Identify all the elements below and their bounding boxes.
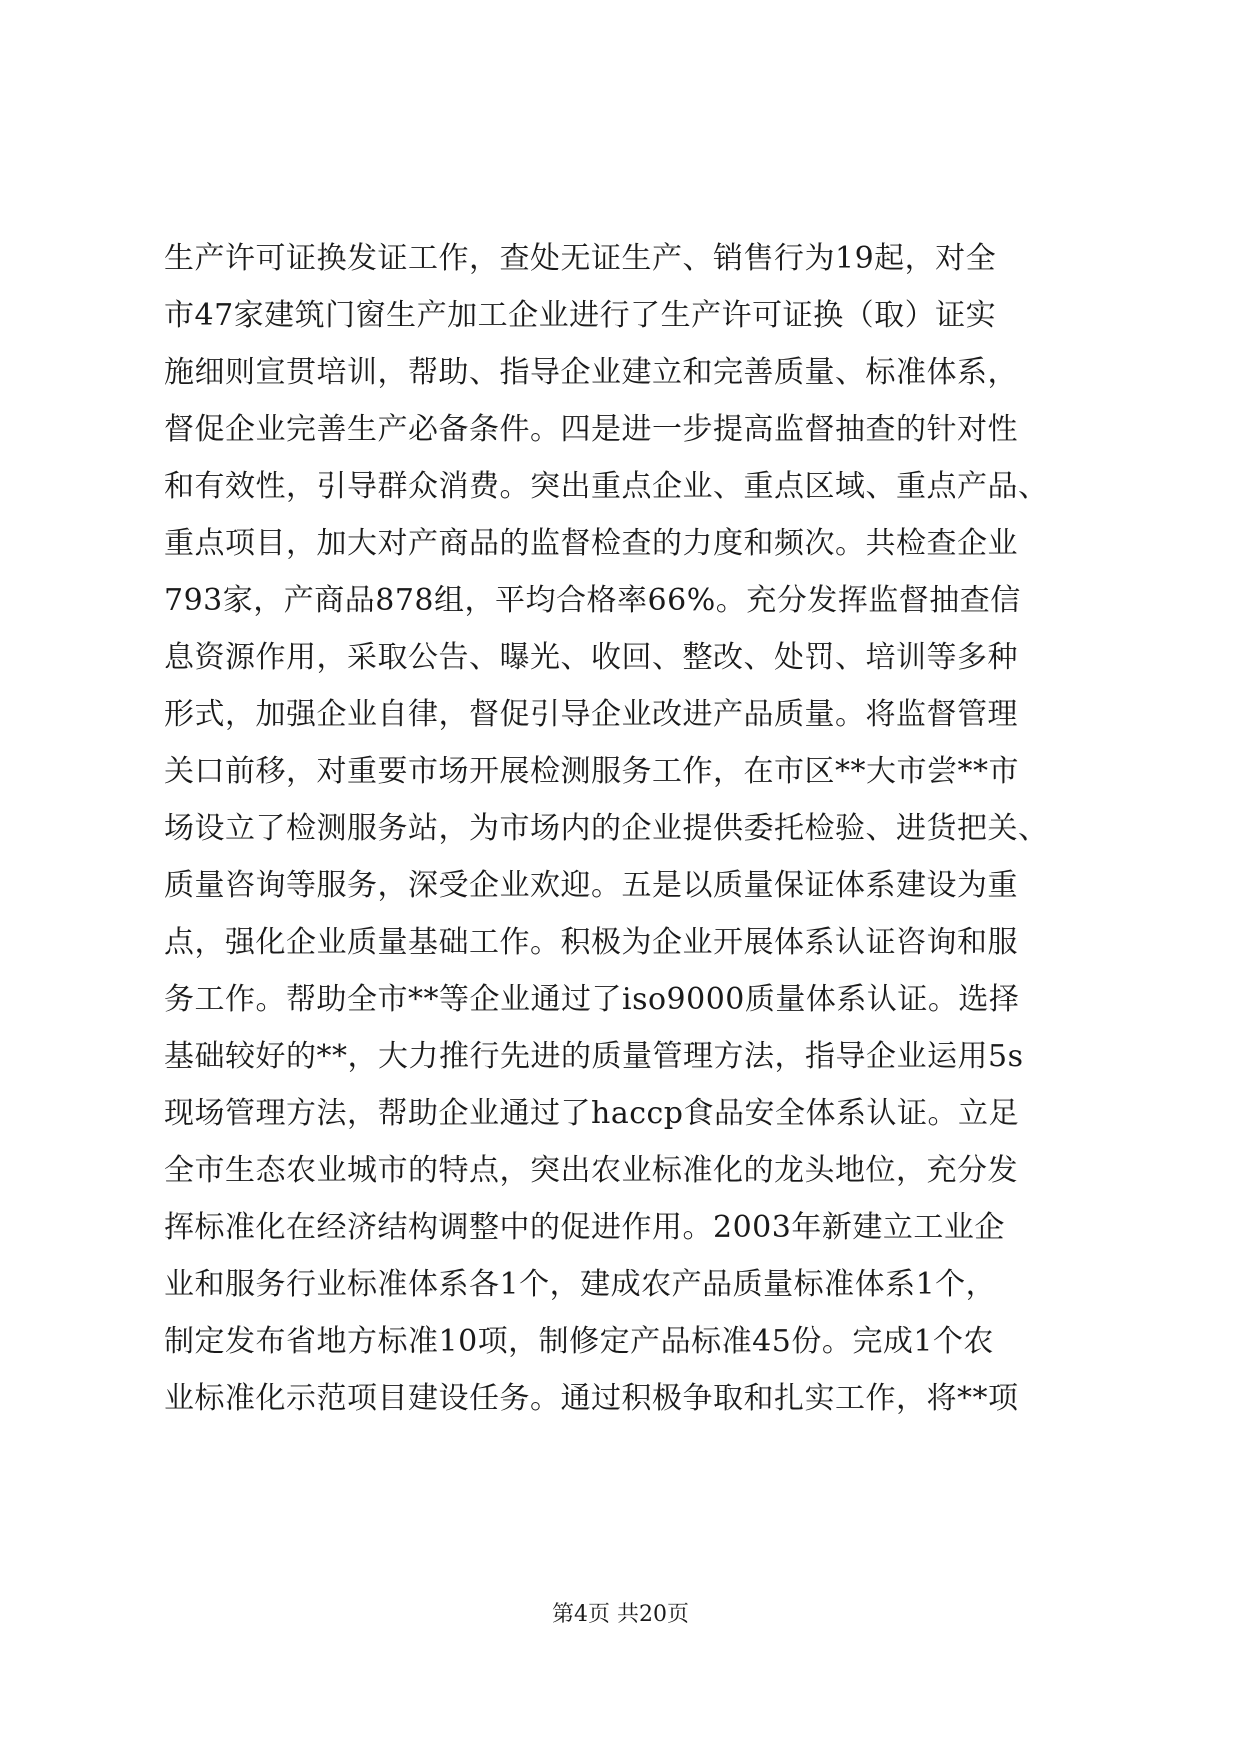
text-line: 务工作。帮助全市**等企业通过了iso9000质量体系认证。选择: [164, 982, 1020, 1017]
text-line: 施细则宣贯培训，帮助、指导企业建立和完善质量、标准体系，: [164, 355, 1018, 390]
text-line: 和有效性，引导群众消费。突出重点企业、重点区域、重点产品、: [164, 469, 1049, 504]
text-line: 息资源作用，采取公告、曝光、收回、整改、处罚、培训等多种: [164, 640, 1018, 675]
text-line: 重点项目，加大对产商品的监督检查的力度和频次。共检查企业: [164, 526, 1018, 561]
text-line: 793家，产商品878组，平均合格率66%。充分发挥监督抽查信: [164, 583, 1021, 618]
text-line: 市47家建筑门窗生产加工企业进行了生产许可证换（取）证实: [164, 298, 997, 333]
text-line: 场设立了检测服务站，为市场内的企业提供委托检验、进货把关、: [164, 811, 1049, 846]
text-line: 制定发布省地方标准10项，制修定产品标准45份。完成1个农: [164, 1324, 994, 1359]
text-line: 关口前移，对重要市场开展检测服务工作，在市区**大市尝**市: [164, 754, 1019, 789]
text-line: 督促企业完善生产必备条件。四是进一步提高监督抽查的针对性: [164, 412, 1018, 447]
page-number-footer: 第4页 共20页: [552, 1602, 689, 1627]
text-line: 生产许可证换发证工作，查处无证生产、销售行为19起，对全: [164, 241, 997, 276]
text-line: 全市生态农业城市的特点，突出农业标准化的龙头地位，充分发: [164, 1153, 1018, 1188]
text-line: 质量咨询等服务，深受企业欢迎。五是以质量保证体系建设为重: [164, 868, 1018, 903]
body-text: [164, 230, 1084, 1427]
text-line: 基础较好的**，大力推行先进的质量管理方法，指导企业运用5s: [164, 1039, 1024, 1074]
text-line: 现场管理方法，帮助企业通过了haccp食品安全体系认证。立足: [164, 1096, 1020, 1131]
text-line: 点，强化企业质量基础工作。积极为企业开展体系认证咨询和服: [164, 925, 1018, 960]
text-line: 挥标准化在经济结构调整中的促进作用。2003年新建立工业企: [164, 1210, 1005, 1245]
text-line: 形式，加强企业自律，督促引导企业改进产品质量。将监督管理: [164, 697, 1018, 732]
text-line: 业标准化示范项目建设任务。通过积极争取和扎实工作，将**项: [164, 1381, 1019, 1416]
text-line: 业和服务行业标准体系各1个，建成农产品质量标准体系1个，: [164, 1267, 997, 1302]
